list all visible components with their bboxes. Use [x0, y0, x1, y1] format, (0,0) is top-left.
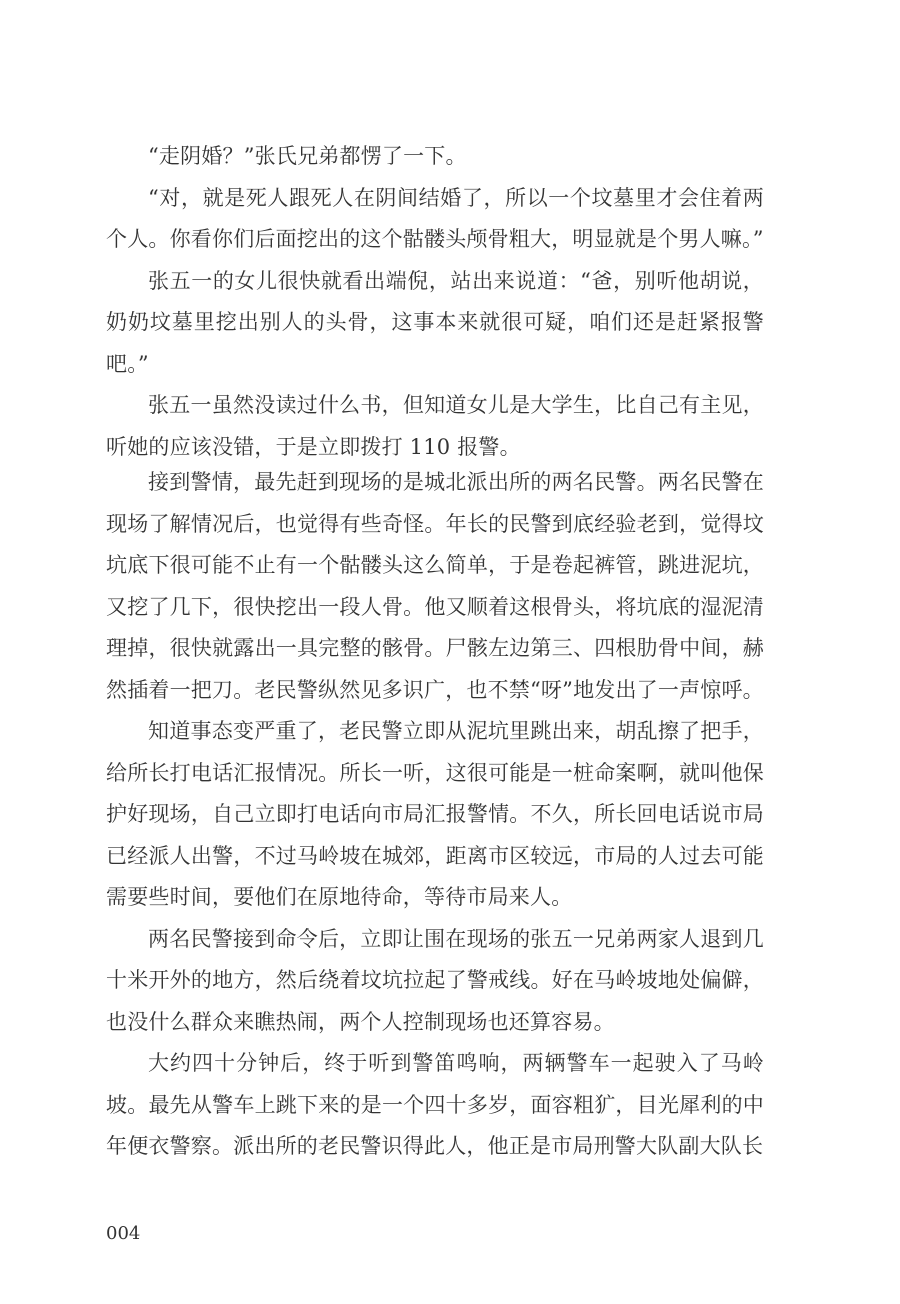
page-number: 004: [106, 1223, 141, 1244]
paragraph: 张五一的女儿很快就看出端倪，站出来说道：“爸，别听他胡说，奶奶坟墓里挖出别人的头骨，这事本来就很可疑，咱们还是赶紧报警吧。”: [106, 268, 764, 376]
paragraph: 大约四十分钟后，终于听到警笛鸣响，两辆警车一起驶入了马岭坡。最先从警车上跳下来的是一个四十多岁，面容粗犷，目光犀利的中年便衣警察。派出所的老民警识得此人，他正是市局刑警大队副大队长: [106, 1051, 764, 1158]
paragraph: “对，就是死人跟死人在阴间结婚了，所以一个坟墓里才会住着两个人。你看你们后面挖出的这个骷髅头颅骨粗大，明显就是个男人嘛。”: [106, 185, 764, 251]
paragraph: “走阴婚？”张氏兄弟都愣了一下。: [148, 144, 467, 168]
text-section-2: [106, 462, 764, 1168]
paragraph: 张五一虽然没读过什么书，但知道女儿是大学生，比自己有主见，听她的应该没错，于是立即拨打 110 报警。: [106, 393, 764, 459]
paragraph: 知道事态变严重了，老民警立即从泥坑里跳出来，胡乱擦了把手，给所长打电话汇报情况。所长一听，这很可能是一桩命案啊，就叫他保护好现场，自己立即打电话向市局汇报警情。不久，所长回电话说市局已经派人出警，不过马岭坡在城郊，距离市区较远，市局的人过去可能需要些时间，要他们在原地待命，等待市局来人。: [106, 719, 764, 909]
paragraph: 两名民警接到命令后，立即让围在现场的张五一兄弟两家人退到几十米开外的地方，然后绕着坟坑拉起了警戒线。好在马岭坡地处偏僻，也没什么群众来瞧热闹，两个人控制现场也还算容易。: [106, 926, 764, 1034]
paragraph: 接到警情，最先赶到现场的是城北派出所的两名民警。两名民警在现场了解情况后，也觉得有些奇怪。年长的民警到底经验老到，觉得坟坑底下很可能不止有一个骷髅头这么简单，于是卷起裤管，跳进泥坑，又挖了几下，很快挖出一段人骨。他又顺着这根骨头，将坑底的湿泥清理掉，很快就露出一具完整的骸骨。尸骸左边第三、四根肋骨中间，赫然插着一把刀。老民警纵然见多识广，也不禁“呀”地发出了一声惊呼。: [106, 470, 764, 702]
text-section-1: [106, 136, 764, 468]
